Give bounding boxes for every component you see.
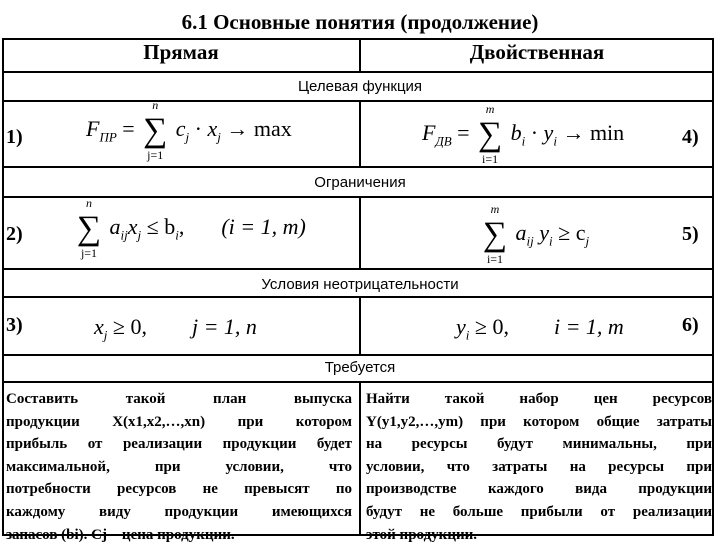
divider — [2, 354, 714, 356]
text-line: производстве каждого вида продукции — [366, 481, 712, 498]
divider — [2, 100, 714, 102]
page-title: 6.1 Основные понятия (продолжение) — [181, 10, 539, 34]
divider — [2, 296, 714, 298]
text-line: Y(y1,y2,…,ym) при котором общие затраты — [366, 413, 712, 430]
text-line: будут не больше прибыли от реализации — [366, 503, 712, 520]
primal-nonneg-formula: $x_j \ge 0$, j = 1, n — [94, 314, 257, 343]
text-line: этой продукции. — [366, 526, 478, 543]
header-primal: Прямая — [143, 40, 219, 64]
sum-symbol: n ∑ j=1 — [76, 196, 102, 260]
column-divider — [359, 296, 361, 354]
text-line: Найти такой набор цен ресурсов — [366, 391, 712, 407]
text-line: каждому виду продукции имеющихся — [6, 503, 352, 520]
divider — [2, 166, 714, 168]
divider — [2, 71, 714, 73]
sum-symbol: m ∑ i=1 — [477, 102, 503, 166]
text-line: на ресурсы будут минимальны, при — [366, 436, 712, 453]
primal-objective-formula: $F_{ПР}$ = n ∑ j=1 $c_j \cdot x_j \to \max$ — [86, 98, 292, 162]
text-line: запасов (bi). Сj – цена продукции. — [6, 526, 235, 543]
section-required: Требуется — [324, 359, 396, 376]
header-dual: Двойственная — [469, 40, 605, 64]
section-objective: Целевая функция — [297, 78, 423, 95]
row-number-6: 6) — [682, 314, 699, 336]
text-line: прибыль от реализации продукции будет — [6, 436, 352, 453]
dual-objective-formula: $F_{ДВ}$ = m ∑ i=1 $b_i \cdot y_i \to \min$ — [422, 102, 625, 166]
text-line: максимальной, при условии, что — [6, 458, 352, 475]
sum-symbol: n ∑ j=1 — [143, 98, 168, 162]
divider — [2, 196, 714, 198]
text-line: Составить такой план выпуска — [6, 391, 352, 407]
row-number-4: 4) — [682, 126, 699, 148]
column-divider — [359, 196, 361, 268]
required-primal-text — [6, 388, 352, 546]
row-number-3: 3) — [6, 314, 23, 336]
row-number-2: 2) — [6, 223, 23, 245]
text-line: условии, что затраты на ресурсы при — [366, 458, 712, 475]
dual-nonneg-formula: $y_i \ge 0$, i = 1, m — [456, 314, 624, 343]
required-dual-text — [366, 388, 712, 546]
section-constraints: Ограничения — [314, 174, 406, 191]
sum-symbol: m ∑ i=1 — [482, 202, 508, 266]
text-line: продукции X(x1,x2,…,xn) при котором — [6, 413, 352, 430]
divider — [2, 268, 714, 270]
column-divider — [359, 381, 361, 536]
column-divider — [359, 100, 361, 166]
section-nonneg: Условия неотрицательности — [261, 276, 459, 293]
text-line: потребности ресурсов не превысят по — [6, 481, 352, 498]
row-number-5: 5) — [682, 223, 699, 245]
dual-constraint-formula: m ∑ i=1 $a_{ij}$ $y_i \ge c_j$ — [480, 218, 589, 252]
primal-constraint-formula: n ∑ j=1 $a_{ij}x_j \le b_i$, (i = 1, m) — [74, 212, 306, 246]
divider — [2, 381, 714, 383]
row-number-1: 1) — [6, 126, 23, 148]
